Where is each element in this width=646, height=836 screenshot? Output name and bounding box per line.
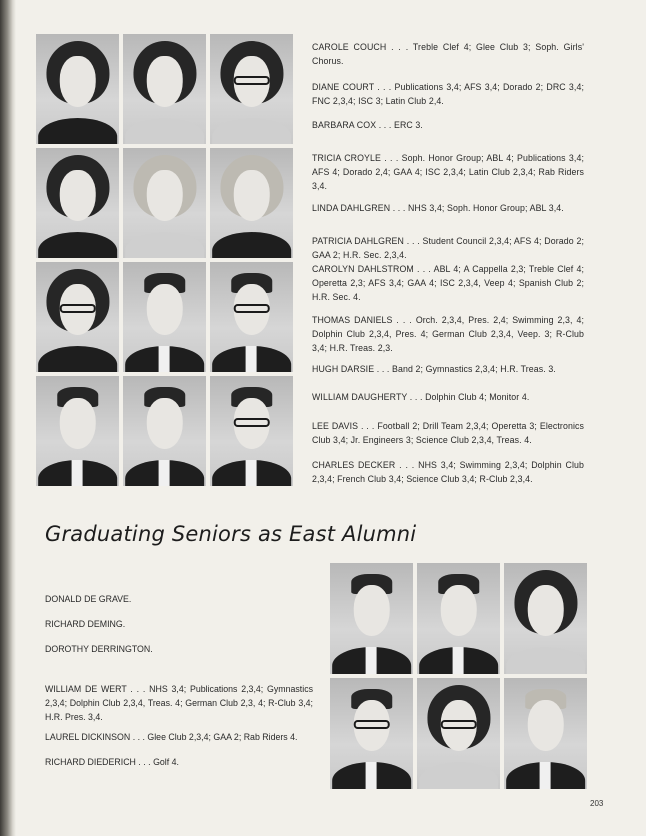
portrait-photo xyxy=(36,148,119,258)
bio-entry: LINDA DAHLGREN . . . NHS 3,4; Soph. Honor Group; ABL 3,4. xyxy=(312,203,564,213)
bio-entry: DONALD DE GRAVE. xyxy=(45,594,132,604)
bio-entry: THOMAS DANIELS . . . Orch. 2,3,4, Pres. 2,4; Swimming 2,3, 4; Dolphin Club 2,3,4, Pres. 4; German Club 2,3,4, Veep. 3; R-Club 3,4; H.R. Treas. 2,3. xyxy=(312,315,585,353)
portrait-photo xyxy=(123,148,206,258)
bio-entry: CHARLES DECKER . . . NHS 3,4; Swimming 2,3,4; Dolphin Club 2,3,4; French Club 3,4; Science Club 3,4; R-Club 2,3,4. xyxy=(312,460,585,484)
portrait-photo xyxy=(417,678,500,789)
bio-entry: CAROLE COUCH . . . Treble Clef 4; Glee Club 3; Soph. Girls' Chorus. xyxy=(312,42,584,66)
portrait-photo xyxy=(123,376,206,486)
bio-entry: TRICIA CROYLE . . . Soph. Honor Group; ABL 4; Publications 3,4; AFS 4; Dorado 2,4; GAA 4; ISC 2,3,4; Latin Club 2,3,4; Rab Riders 3,4. xyxy=(312,153,584,191)
portrait-photo xyxy=(504,678,587,789)
portrait-photo xyxy=(210,262,293,372)
portrait-photo xyxy=(36,262,119,372)
bio-entry: RICHARD DEMING. xyxy=(45,619,126,629)
bio-entry: BARBARA COX . . . ERC 3. xyxy=(312,120,423,130)
portrait-photo xyxy=(210,34,293,144)
page-number: 203 xyxy=(590,799,604,808)
bio-entry: RICHARD DIEDERICH . . . Golf 4. xyxy=(45,757,179,767)
alumni-portrait-grid xyxy=(330,563,587,789)
bio-entry: DIANE COURT . . . Publications 3,4; AFS 3,4; Dorado 2; DRC 3,4; FNC 2,3,4; ISC 3; Latin Club 2,4. xyxy=(312,82,584,106)
portrait-photo xyxy=(210,148,293,258)
bio-entry: WILLIAM DE WERT . . . NHS 3,4; Publications 2,3,4; Gymnastics 2,3,4; Dolphin Club 2,3,4, Treas. 4; German Club 2,3, 4; R-Club 3,4; H.R. Pres. 3,4. xyxy=(45,684,313,722)
bio-entry: HUGH DARSIE . . . Band 2; Gymnastics 2,3,4; H.R. Treas. 3. xyxy=(312,364,556,374)
portrait-photo xyxy=(123,262,206,372)
bio-entry: PATRICIA DAHLGREN . . . Student Council 2,3,4; AFS 4; Dorado 2; GAA 2; H.R. Sec. 2,3,4. xyxy=(312,236,585,260)
portrait-photo xyxy=(36,376,119,486)
portrait-photo xyxy=(417,563,500,674)
portrait-photo xyxy=(210,376,293,486)
section-heading: Graduating Seniors as East Alumni xyxy=(45,522,417,546)
bio-entry: LAUREL DICKINSON . . . Glee Club 2,3,4; GAA 2; Rab Riders 4. xyxy=(45,732,298,742)
bio-entry: DOROTHY DERRINGTON. xyxy=(45,644,153,654)
book-gutter-shadow xyxy=(0,0,16,836)
bio-entry: LEE DAVIS . . . Football 2; Drill Team 2,3,4; Operetta 3; Electronics Club 3,4; Jr. Engineers 3; Science Club 2,3,4, Treas. 4. xyxy=(312,421,584,445)
portrait-photo xyxy=(123,34,206,144)
portrait-photo xyxy=(504,563,587,674)
portrait-photo xyxy=(36,34,119,144)
portrait-photo xyxy=(330,678,413,789)
portrait-photo xyxy=(330,563,413,674)
bio-entry: CAROLYN DAHLSTROM . . . ABL 4; A Cappella 2,3; Treble Clef 4; Operetta 2,3; AFS 3,4; GAA 4; ISC 2,3,4, Veep 4; Spanish Club 2; H.R. Sec. 4. xyxy=(312,264,585,302)
bio-entry: WILLIAM DAUGHERTY . . . Dolphin Club 4; Monitor 4. xyxy=(312,392,530,402)
senior-portrait-grid xyxy=(36,34,293,486)
